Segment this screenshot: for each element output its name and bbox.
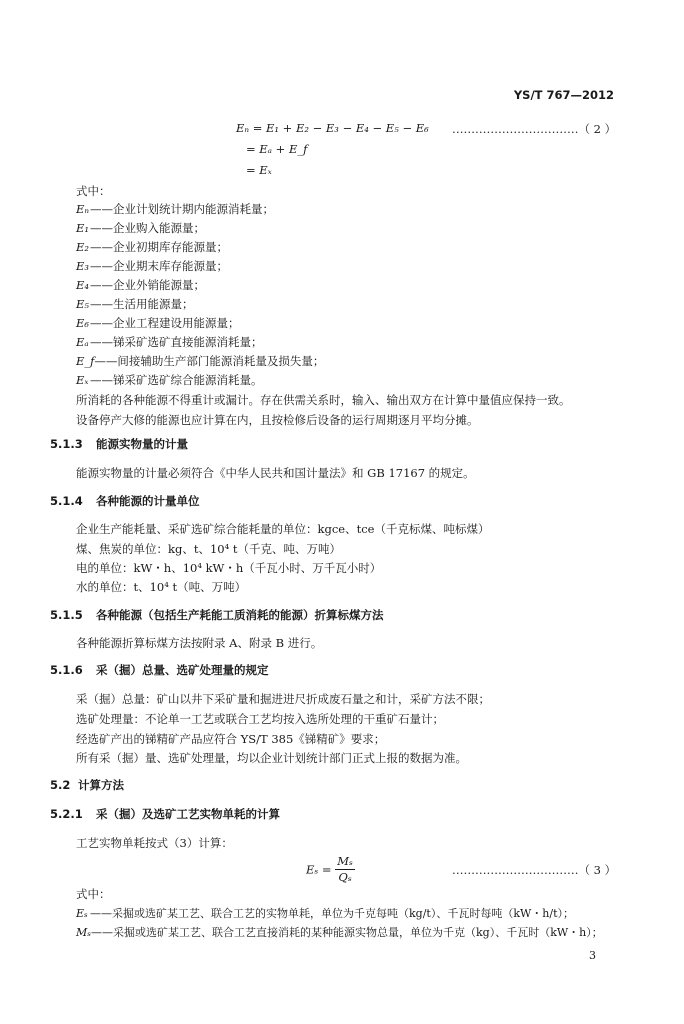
definition-symbol: Eₓ [76, 373, 89, 387]
definition-item [76, 333, 324, 352]
definition-symbol: Eₙ [76, 202, 90, 216]
rule-line: 采（掘）总量：矿山以井下采矿量和掘进进尺折成废石量之和计，采矿方法不限； [76, 692, 490, 706]
definition-item [76, 352, 324, 371]
definition-item [76, 314, 324, 333]
definition-text: ——间接辅助生产部门能源消耗量及损失量； [94, 354, 325, 368]
unit-line: 电的单位：kW・h、10⁴ kW・h（千瓦小时、万千瓦小时） [76, 561, 382, 575]
definition-text: ——锑采矿选矿综合能源消耗量。 [90, 373, 263, 387]
formula-3 [306, 854, 355, 885]
definition-symbol: E₂ [76, 240, 90, 254]
definition-text: ——企业购入能源量； [90, 221, 205, 235]
section-number: 5.1.5 [50, 608, 83, 622]
formula-3-number: ……………………………（ 3 ） [452, 863, 617, 877]
definition-item [76, 200, 324, 219]
note-paragraph-line-1: 所消耗的各种能源不得重计或漏计。存在供需关系时，输入、输出双方在计算中量值应保持一致。 [76, 393, 571, 407]
formula-3-denominator: Qₛ [338, 870, 352, 884]
definition-symbol: E₁ [76, 221, 90, 235]
section-5-1-5-heading [50, 607, 384, 623]
section-title: 采（掘）总量、选矿处理量的规定 [96, 663, 269, 677]
definition-text: ——企业工程建设用能源量； [90, 316, 240, 330]
definition-item [76, 923, 603, 942]
definitions-list [76, 200, 324, 390]
definition-item [76, 276, 324, 295]
definition-symbol: E_f [76, 354, 95, 368]
definition-symbol: Mₛ [76, 926, 91, 939]
rule-line: 所有采（掘）量、选矿处理量，均以企业计划统计部门正式上报的数据为准。 [76, 751, 467, 765]
definition-symbol: E₆ [76, 316, 90, 330]
definition-text: ——生活用能源量； [90, 297, 194, 311]
definition-symbol: Eₐ [76, 335, 89, 349]
where-label: 式中： [76, 184, 111, 198]
section-5-2-1-intro: 工艺实物单耗按式（3）计算： [76, 836, 233, 850]
section-5-1-4-heading [50, 493, 200, 509]
formula-3-numerator: Mₛ [337, 854, 353, 868]
unit-line: 煤、焦炭的单位：kg、t、10⁴ t（千克、吨、万吨） [76, 542, 341, 556]
definition-item [76, 295, 324, 314]
section-5-1-5-body: 各种能源折算标煤方法按附录 A、附录 B 进行。 [76, 636, 323, 650]
definition-item [76, 238, 324, 257]
unit-line: 水的单位：t、10⁴ t（吨、万吨） [76, 580, 247, 594]
definition-text: ——企业期末库存能源量； [90, 259, 228, 273]
section-5-2-1-heading [50, 806, 280, 822]
formula-2-line-2: = Eₐ + E_f [246, 142, 308, 156]
definition-item [76, 371, 324, 390]
section-number: 5.1.3 [50, 437, 83, 451]
section-5-1-3-body: 能源实物量的计量必须符合《中华人民共和国计量法》和 GB 17167 的规定。 [76, 466, 475, 480]
definition-symbol: E₄ [76, 278, 90, 292]
definition-symbol: E₃ [76, 259, 90, 273]
definition-text: ——企业初期库存能源量； [90, 240, 228, 254]
section-title: 采（掘）及选矿工艺实物单耗的计算 [96, 807, 280, 821]
section-title: 各种能源（包括生产耗能工质消耗的能源）折算标煤方法 [96, 608, 384, 622]
page-number: 3 [589, 949, 596, 962]
formula-3-lhs: Eₛ = [306, 862, 332, 877]
section-5-1-3-heading [50, 436, 188, 452]
definition-text: ——锑采矿选矿直接能源消耗量； [90, 335, 263, 349]
formula-2-line-1: Eₙ = E₁ + E₂ − E₃ − E₄ − E₅ − E₆ [236, 121, 429, 135]
section-number: 5.1.4 [50, 494, 83, 508]
definition-text: ——企业计划统计期内能源消耗量； [90, 202, 274, 216]
rule-line: 经选矿产出的锑精矿产品应符合 YS/T 385《锑精矿》要求； [76, 732, 386, 746]
rule-line: 选矿处理量：不论单一工艺或联合工艺均按入选所处理的干重矿石量计； [76, 712, 444, 726]
section-title: 计算方法 [78, 778, 124, 792]
formula-2-line-3: = Eₓ [246, 163, 272, 177]
section-number: 5.1.6 [50, 663, 83, 677]
formula-3-fraction [335, 854, 355, 885]
definition-text: ——企业外销能源量； [90, 278, 205, 292]
definitions-list-2 [76, 904, 603, 942]
definition-item [76, 257, 324, 276]
note-paragraph-line-2: 设备停产大修的能源也应计算在内，且按检修后设备的运行周期逐月平均分摊。 [76, 413, 479, 427]
definition-item [76, 904, 603, 923]
definition-symbol: E₅ [76, 297, 90, 311]
formula-2-number: ……………………………（ 2 ） [452, 122, 617, 136]
definition-text: ——采掘或选矿某工艺、联合工艺直接消耗的某种能源实物总量，单位为千克（kg）、千瓦时（kW・h）； [90, 926, 603, 939]
section-number: 5.2 [50, 778, 71, 792]
definition-item [76, 219, 324, 238]
standard-code: YS/T 767—2012 [513, 88, 614, 102]
where-label-2: 式中： [76, 887, 111, 901]
section-5-2-heading [50, 777, 124, 793]
definition-text: ——采掘或选矿某工艺、联合工艺的实物单耗，单位为千克每吨（kg/t）、千瓦时每吨（kW・h/t）； [90, 907, 575, 920]
section-title: 各种能源的计量单位 [96, 494, 200, 508]
section-5-1-6-heading [50, 662, 269, 678]
section-title: 能源实物量的计量 [96, 437, 188, 451]
definition-symbol: Eₛ [76, 907, 88, 920]
section-number: 5.2.1 [50, 807, 83, 821]
unit-line: 企业生产能耗量、采矿选矿综合能耗量的单位：kgce、tce（千克标煤、吨标煤） [76, 522, 490, 536]
